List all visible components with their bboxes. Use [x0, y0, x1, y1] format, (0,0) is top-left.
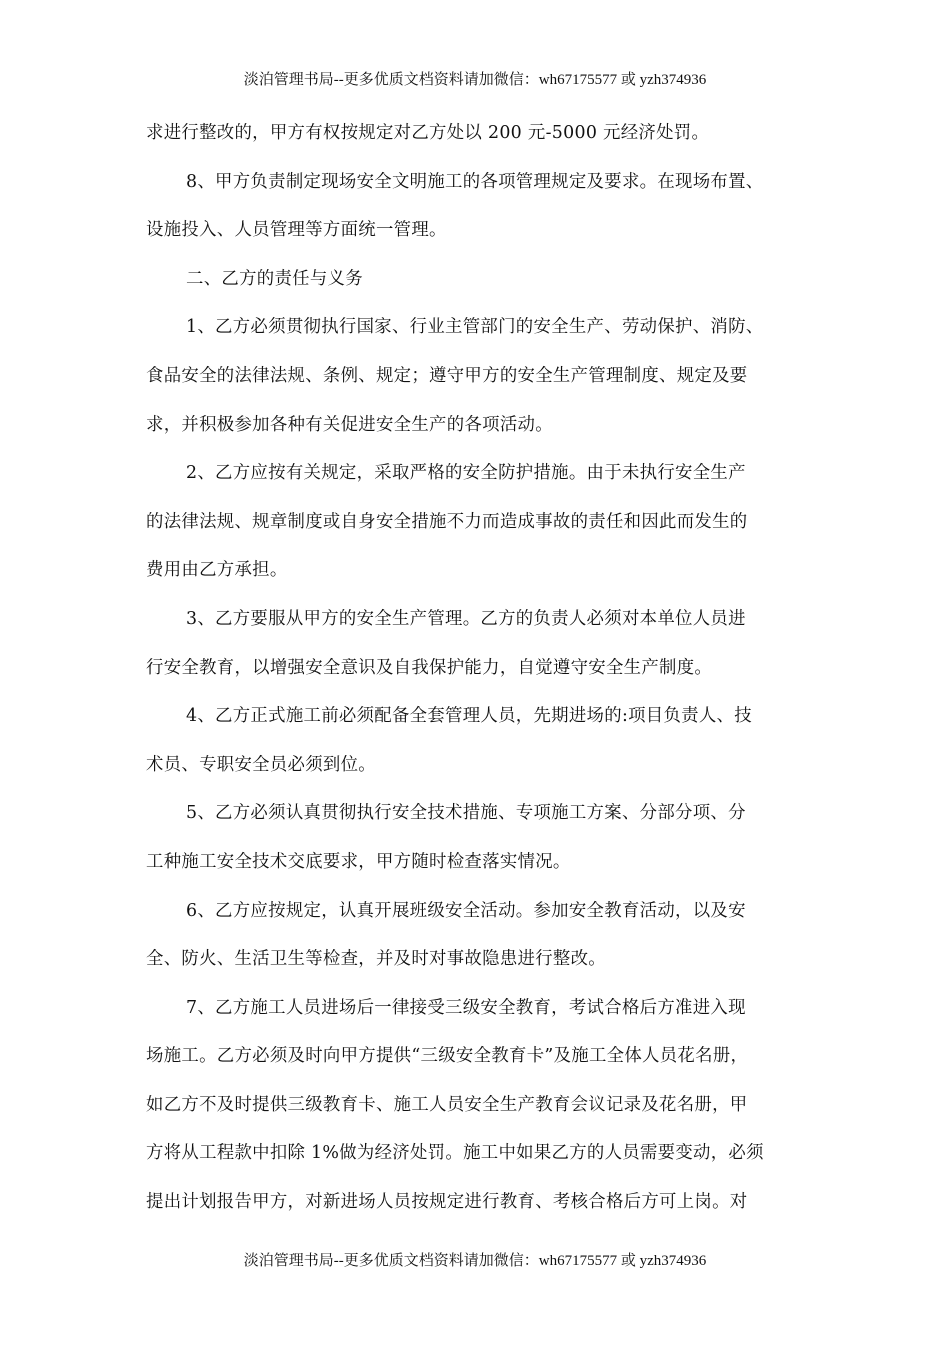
- text-line: 8、甲方负责制定现场安全文明施工的各项管理规定及要求。在现场布置、: [186, 171, 764, 192]
- text-line: 1、乙方必须贯彻执行国家、行业主管部门的安全生产、劳动保护、消防、: [186, 317, 764, 338]
- text-line: 设施投入、人员管理等方面统一管理。: [146, 220, 447, 241]
- section-heading: 二、乙方的责任与义务: [186, 268, 363, 289]
- text-line: 行安全教育，以增强安全意识及自我保护能力，自觉遵守安全生产制度。: [146, 657, 713, 678]
- text-line: 工种施工安全技术交底要求，甲方随时检查落实情况。: [146, 851, 571, 872]
- text-line: 6、乙方应按规定，认真开展班级安全活动。参加安全教育活动，以及安: [186, 900, 746, 921]
- page-footer: 淡泊管理书局--更多优质文档资料请加微信：wh67175577 或 yzh374936: [243, 1253, 707, 1269]
- text-line: 食品安全的法律法规、条例、规定；遵守甲方的安全生产管理制度、规定及要: [146, 365, 748, 386]
- text-line: 5、乙方必须认真贯彻执行安全技术措施、专项施工方案、分部分项、分: [186, 803, 746, 824]
- text-line: 方将从工程款中扣除 1%做为经济处罚。施工中如果乙方的人员需要变动，必须: [146, 1143, 764, 1164]
- document-body: [146, 118, 806, 1236]
- text-line: 求，并积极参加各种有关促进安全生产的各项活动。: [146, 414, 553, 435]
- text-line: 全、防火、生活卫生等检查，并及时对事故隐患进行整改。: [146, 949, 606, 970]
- text-line: 2、乙方应按有关规定，采取严格的安全防护措施。由于未执行安全生产: [186, 463, 746, 484]
- text-line: 4、乙方正式施工前必须配备全套管理人员，先期进场的:项目负责人、技: [186, 706, 752, 727]
- text-line: 3、乙方要服从甲方的安全生产管理。乙方的负责人必须对本单位人员进: [186, 608, 746, 629]
- text-line: 费用由乙方承担。: [146, 560, 288, 581]
- text-line: 场施工。乙方必须及时向甲方提供“三级安全教育卡”及施工全体人员花名册，: [146, 1046, 749, 1067]
- text-line: 7、乙方施工人员进场后一律接受三级安全教育，考试合格后方准进入现: [186, 997, 746, 1018]
- text-line: 求进行整改的，甲方有权按规定对乙方处以 200 元-5000 元经济处罚。: [146, 123, 710, 143]
- page-header: 淡泊管理书局--更多优质文档资料请加微信：wh67175577 或 yzh374936: [243, 72, 707, 88]
- text-line: 的法律法规、规章制度或自身安全措施不力而造成事故的责任和因此而发生的: [146, 511, 748, 532]
- text-line: 提出计划报告甲方，对新进场人员按规定进行教育、考核合格后方可上岗。对: [146, 1192, 748, 1213]
- text-line: 术员、专职安全员必须到位。: [146, 754, 376, 775]
- text-line: 如乙方不及时提供三级教育卡、施工人员安全生产教育会议记录及花名册，甲: [146, 1094, 748, 1115]
